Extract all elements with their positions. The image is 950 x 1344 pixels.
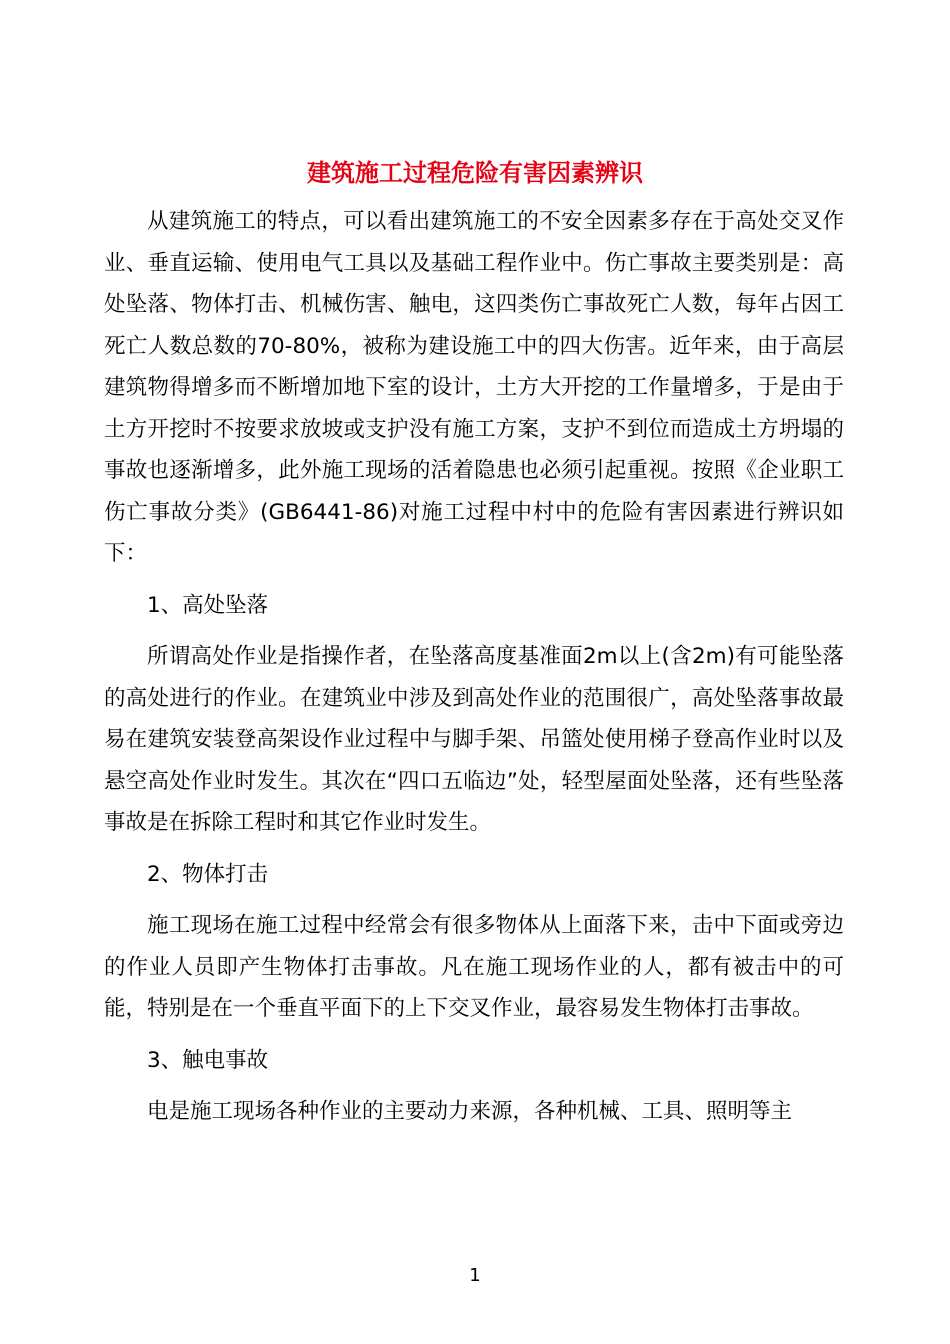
falls-paragraph: 所谓高处作业是指操作者，在坠落高度基准面2m以上(含2m)有可能坠落的高处进行的作业。在建筑业中涉及到高处作业的范围很广，高处坠落事故最易在建筑安装登高架设作业过程中与脚手架、吊篮处使用梯子登高作业时以及悬空高处作业时发生。其次在“四口五临边”处，轻型屋面处坠落，还有些坠落事故是在拆除工程时和其它作业时发生。 bbox=[104, 644, 844, 835]
section-heading-object-strike: 2、物体打击 bbox=[147, 861, 269, 887]
document-title: 建筑施工过程危险有害因素辨识 bbox=[307, 159, 643, 187]
page-number: 1 bbox=[469, 1265, 481, 1286]
intro-paragraph: 从建筑施工的特点，可以看出建筑施工的不安全因素多存在于高处交叉作业、垂直运输、使用电气工具以及基础工程作业中。伤亡事故主要类别是：高处坠落、物体打击、机械伤害、触电，这四类伤亡事故死亡人数，每年占因工死亡人数总数的70-80%，被称为建设施工中的四大伤害。近年来，由于高层建筑物得增多而不断增加地下室的设计，土方大开挖的工作量增多，于是由于土方开挖时不按要求放坡或支护没有施工方案，支护不到位而造成土方坍塌的事故也逐渐增多，此外施工现场的活着隐患也必须引起重视。按照《企业职工伤亡事故分类》(GB6441-86)对施工过程中村中的危险有害因素进行辨识如下： bbox=[104, 209, 844, 566]
object-strike-paragraph: 施工现场在施工过程中经常会有很多物体从上面落下来，击中下面或旁边的作业人员即产生物体打击事故。凡在施工现场作业的人，都有被击中的可能，特别是在一个垂直平面下的上下交叉作业，最容易发生物体打击事故。 bbox=[104, 913, 844, 1021]
section-heading-falls: 1、高处坠落 bbox=[147, 592, 269, 618]
electric-shock-paragraph: 电是施工现场各种作业的主要动力来源，各种机械、工具、照明等主 bbox=[147, 1099, 793, 1124]
section-heading-electric-shock: 3、触电事故 bbox=[147, 1047, 269, 1073]
document-body bbox=[104, 201, 844, 1133]
